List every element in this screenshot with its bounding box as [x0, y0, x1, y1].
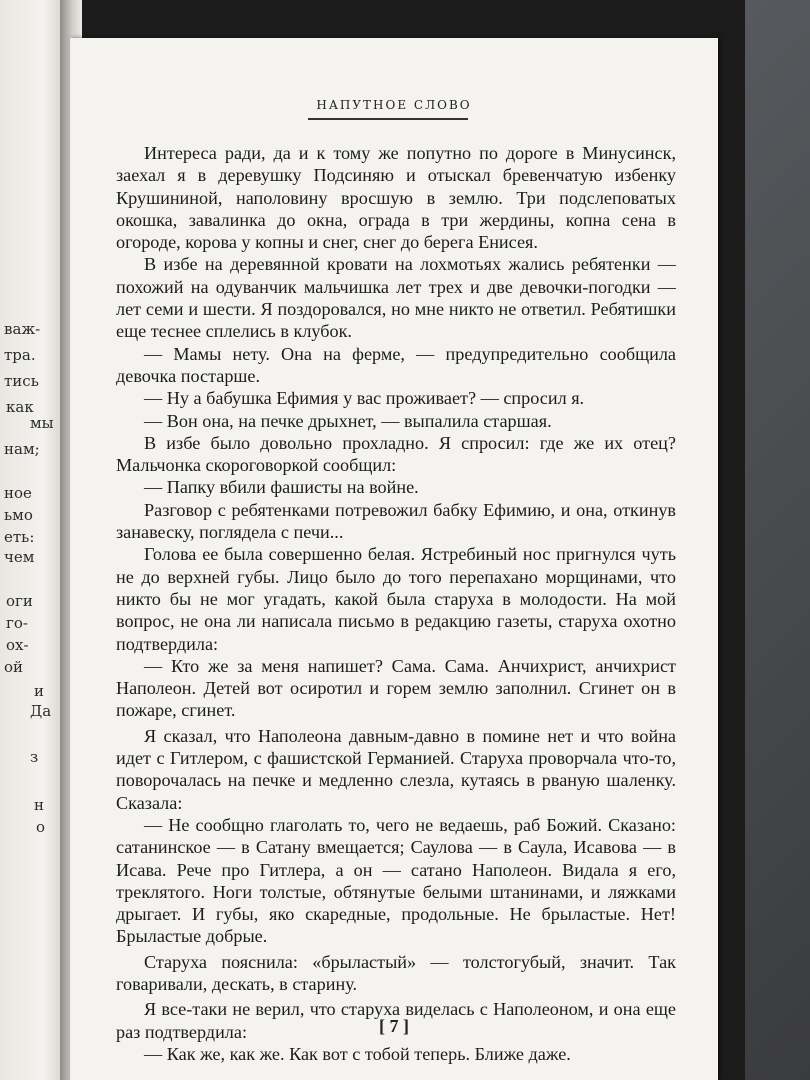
- paragraph: — Кто же за меня напишет? Сама. Сама. Анчихрист, анчихрист Наполеон. Детей вот осиротил и горем землю заполнил. Сгинет он в пожаре, сгинет.: [116, 655, 676, 721]
- left-page-fragment: о: [36, 818, 46, 836]
- paragraph: Интереса ради, да и к тому же попутно по дороге в Минусинск, заехал я в деревушку Подсиняю и отыскал бревенчатую избенку Крушининой, наполовину вросшую в землю. Три подслеповатых окошка, завалинка до окна, ограда в три жердины, копна сена в огороде, корова у копны и снег, снег до берега Енисея.: [116, 143, 676, 253]
- paragraph: — Вон она, на печке дрыхнет, — выпалила старшая.: [144, 410, 552, 431]
- running-head: НАПУТНОЕ СЛОВО: [316, 98, 472, 112]
- left-page-fragment: и: [34, 682, 44, 700]
- paragraph: — Как же, как же. Как вот с тобой теперь. Ближе даже.: [144, 1043, 571, 1064]
- body-text: [116, 142, 676, 1065]
- running-head-rule: [308, 118, 468, 120]
- left-page-fragment: ой: [4, 658, 24, 676]
- paragraph: — Ну а бабушка Ефимия у вас проживает? — спросил я.: [144, 388, 585, 409]
- paragraph: — Мамы нету. Она на ферме, — предупредительно сообщила девочка постарше.: [116, 343, 676, 386]
- paragraph: — Не сообщно глаголать то, чего не ведаешь, раб Божий. Сказано: сатанинское — в Сатану вмещается; Саулова — в Саула, Исавова — в Исава. Рече про Гитлера, а он — сатано Наполеон. Видала я его, треклятого. Ноги толстые, обтянутые белыми штанинами, и ляжками дрыгает. И губы, яко скаредные, продольные. Не брыластые. Нет! Брыластые добрые.: [116, 814, 676, 947]
- paragraph: Старуха пояснила: «брыластый» — толстогубый, значит. Так говаривали, дескать, в старину.: [116, 951, 676, 994]
- paragraph: Голова ее была совершенно белая. Ястребиный нос пригнулся чуть не до верхней губы. Лицо было до того перепахано морщинами, что никто бы не мог угадать, какой была старуха в молодости. На мой вопрос, не она ли написала письмо в редакцию газеты, старуха охотно подтвердила:: [116, 544, 676, 654]
- left-page-fragment: мы: [30, 414, 54, 432]
- left-page-fragment: Да: [30, 702, 52, 720]
- paragraph: Я сказал, что Наполеона давным-давно в помине нет и что война идет с Гитлером, с фашистской Германией. Старуха проворчала что-то, поворочалась на печке и медленно слезла, кутаясь в рваную шаленку. Сказала:: [116, 725, 676, 813]
- left-page-fragment: ное: [4, 484, 32, 502]
- paragraph: В избе на деревянной кровати на лохмотьях жались ребятенки — похожий на одуванчик мальчишка лет трех и две девочки-погодки — лет семи и шести. Я поздоровался, но мне никто не ответил. Ребятишки еще теснее сплелись в клубок.: [116, 254, 676, 342]
- left-page: [0, 0, 62, 1080]
- left-page-fragment: важ-: [4, 320, 41, 338]
- left-page-fragment: тра.: [4, 346, 36, 364]
- paragraph: Разговор с ребятенками потревожил бабку Ефимию, и она, откинув занавеску, поглядела с печи...: [116, 499, 676, 543]
- left-page-fragment: з: [30, 748, 39, 766]
- right-page: [70, 38, 718, 1080]
- left-page-fragment: нам;: [4, 440, 40, 458]
- left-page-fragment: ьмо: [4, 506, 33, 524]
- paragraph: Я все-таки не верил, что старуха виделась с Наполеоном, и она еще раз подтвердила:: [116, 999, 676, 1042]
- left-page-fragment: еть:: [4, 528, 35, 546]
- page-number: [ 7 ]: [379, 1016, 409, 1036]
- left-page-fragment: тись: [4, 372, 39, 390]
- left-page-fragment: как: [6, 398, 34, 416]
- left-page-fragment: ох-: [6, 636, 29, 654]
- paragraph: В избе было довольно прохладно. Я спросил: где же их отец? Мальчонка скороговоркой сообщил:: [116, 432, 676, 476]
- paragraph: — Папку вбили фашисты на войне.: [144, 477, 419, 498]
- left-page-fragment: оги: [6, 592, 33, 610]
- left-page-fragment: чем: [4, 548, 35, 566]
- left-page-fragment: н: [34, 796, 44, 814]
- left-page-fragment: го-: [6, 614, 28, 632]
